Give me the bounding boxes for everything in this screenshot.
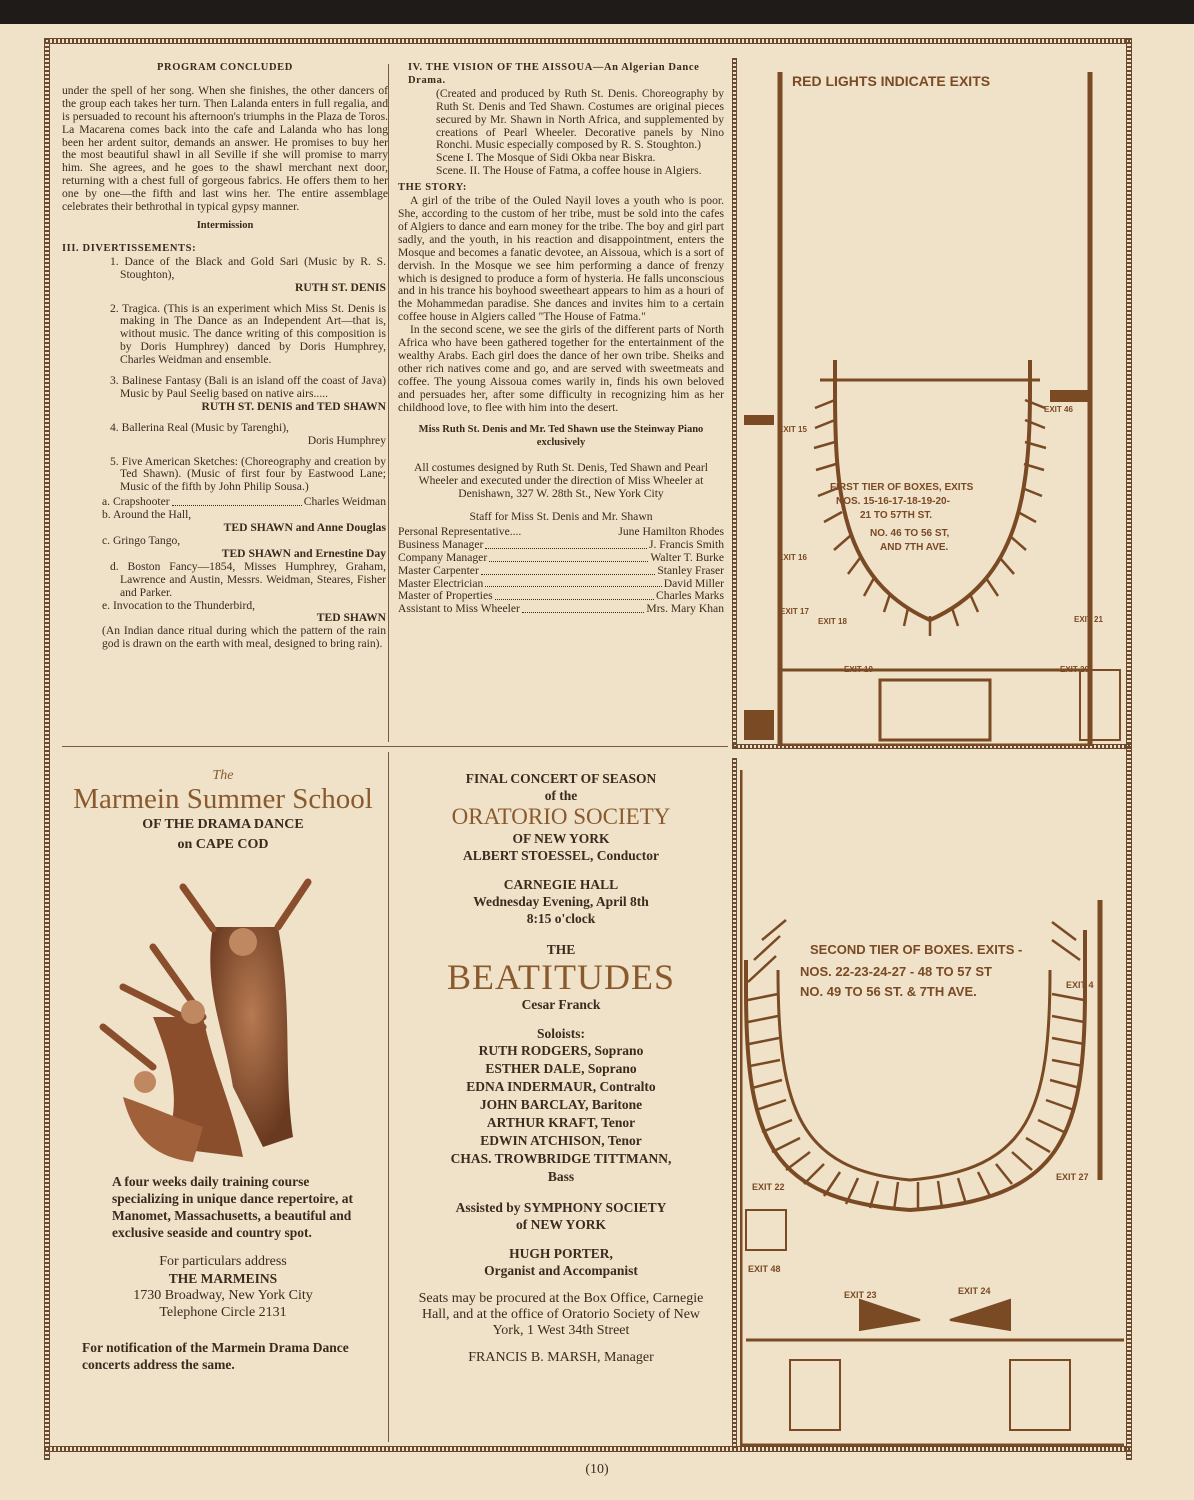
exit-label: EXIT 20: [1060, 665, 1089, 674]
soloist: CHAS. TROWBRIDGE TITTMANN,: [450, 1151, 672, 1166]
second-tier-label: SECOND TIER OF BOXES. EXITS -: [810, 942, 1023, 957]
vision-heading: IV. THE VISION OF THE AISSOUA—An Algerian Dance Drama.: [408, 62, 700, 86]
staff-row: Personal Representative.... June Hamilton Rhodes: [398, 524, 724, 538]
first-tier-no46: NO. 46 TO 56 ST,: [870, 528, 950, 539]
vision-column: [398, 62, 724, 616]
exit-label: EXIT 22: [752, 1182, 785, 1192]
exit-label: EXIT 17: [780, 607, 809, 616]
oratorio-manager: FRANCIS B. MARSH, Manager: [468, 1350, 654, 1365]
first-tier-ave: AND 7TH AVE.: [880, 542, 949, 553]
marmein-phone: Telephone Circle 2131: [159, 1304, 287, 1320]
marmein-address: 1730 Broadway, New York City: [133, 1287, 313, 1303]
soloist: ARTHUR KRAFT, Tenor: [486, 1115, 636, 1130]
exit-label: EXIT 48: [748, 1264, 781, 1274]
first-tier-floor-plan: [740, 60, 1124, 746]
first-tier-street: 21 TO 57TH ST.: [860, 510, 933, 521]
divertissements-heading: III. DIVERTISSEMENTS:: [62, 242, 197, 254]
exit-label: EXIT 19: [844, 665, 873, 674]
first-tier-label: FIRST TIER OF BOXES, EXITS: [830, 482, 974, 493]
border-right: [1126, 38, 1132, 1460]
oratorio-ad: [396, 770, 726, 1366]
marmein-title: Marmein Summer School: [73, 782, 373, 815]
marmein-sub2: on CAPE COD: [177, 836, 269, 852]
staff-row: Master Electrician David Miller: [398, 576, 724, 590]
oratorio-ny: OF NEW YORK: [512, 831, 610, 846]
intermission-label: Intermission: [196, 219, 254, 231]
column-rule-lower: [388, 752, 389, 1442]
exit-label: EXIT 16: [778, 553, 807, 562]
oratorio-seats: Seats may be procured at the Box Office, Carnegie Hall, and at the office of Oratorio Society of New York, 1 West 34th Street: [418, 1291, 704, 1338]
exits-title: RED LIGHTS INDICATE EXITS: [792, 73, 991, 89]
oratorio-organist: HUGH PORTER,: [509, 1246, 613, 1261]
border-divider-lower: [732, 758, 737, 1448]
div-item-5: 5. Five American Sketches: (Choreography and creation by Ted Shawn). (Music of first four by Eastwood Lane; Music of the fifth by John Philip Sousa.): [110, 454, 386, 494]
dancers-illustration: [93, 867, 353, 1167]
soloist: EDNA INDERMAUR, Contralto: [466, 1079, 656, 1094]
sketch-d: d. Boston Fancy—1854, Misses Humphrey, Graham, Lawrence and Austin, Messrs. Weidman, Steares, Fisher and Parker.: [110, 559, 386, 599]
exit-label: EXIT 15: [778, 425, 807, 434]
column-rule-upper: [388, 64, 389, 742]
marmein-name: THE MARMEINS: [168, 1270, 278, 1286]
border-bottom: [44, 1446, 1132, 1452]
staff-heading: Staff for Miss St. Denis and Mr. Shawn: [469, 510, 653, 523]
exit-label: EXIT 4: [1066, 980, 1094, 990]
oratorio-assisted2: of NEW YORK: [515, 1217, 606, 1232]
first-tier-nos: NOS. 15-16-17-18-19-20-: [836, 496, 950, 507]
horizontal-rule: [62, 746, 728, 747]
div-item-3-performer: RUTH ST. DENIS and TED SHAWN: [201, 399, 386, 413]
staff-row: Master of Properties Charles Marks: [398, 589, 724, 603]
second-tier-floor-plan: [740, 760, 1124, 1446]
exit-label: EXIT 18: [818, 617, 847, 626]
oratorio-work: BEATITUDES: [447, 957, 675, 997]
oratorio-assisted: Assisted by SYMPHONY SOCIETY: [455, 1200, 667, 1215]
border-divider-upper: [732, 58, 737, 748]
soloist: JOHN BARCLAY, Baritone: [479, 1097, 643, 1112]
marmein-particulars: For particulars address: [159, 1253, 287, 1269]
sketch-e: e. Invocation to the Thunderbird,: [102, 598, 256, 612]
steinway-note: Miss Ruth St. Denis and Mr. Ted Shawn use the Steinway Piano exclusively: [418, 424, 704, 449]
oratorio-date: Wednesday Evening, April 8th: [473, 894, 649, 909]
soloist: EDWIN ATCHISON, Tenor: [480, 1133, 642, 1148]
sketch-b-who: TED SHAWN and Anne Douglas: [223, 521, 386, 535]
oratorio-conductor: ALBERT STOESSEL, Conductor: [463, 848, 659, 863]
marmein-ad: [62, 770, 384, 1373]
story-heading: THE STORY:: [398, 182, 467, 194]
staff-row: Business Manager J. Francis Smith: [398, 537, 724, 551]
border-top: [44, 38, 1132, 44]
marmein-sub1: OF THE DRAMA DANCE: [142, 816, 304, 832]
program-column: [62, 62, 388, 651]
page-number: (10): [585, 1462, 609, 1477]
border-left: [44, 38, 50, 1460]
soloist: ESTHER DALE, Soprano: [485, 1061, 637, 1076]
div-item-4: 4. Ballerina Real (Music by Tarenghi),: [110, 420, 289, 434]
exit-label: EXIT 24: [958, 1286, 991, 1296]
staff-row: Company Manager Walter T. Burke: [398, 550, 724, 564]
soloist: RUTH RODGERS, Soprano: [478, 1043, 644, 1058]
second-tier-plan-svg: [740, 760, 1124, 1446]
div-item-1-performer: RUTH ST. DENIS: [295, 280, 386, 294]
oratorio-time: 8:15 o'clock: [526, 911, 596, 926]
oratorio-society: ORATORIO SOCIETY: [451, 804, 671, 829]
oratorio-organist-role: Organist and Accompanist: [484, 1263, 638, 1278]
div-item-4-performer: Doris Humphrey: [307, 433, 386, 447]
second-tier-nos: NOS. 22-23-24-27 - 48 TO 57 ST: [800, 964, 992, 979]
sketch-e-who: TED SHAWN: [316, 611, 386, 625]
div-item-3: 3. Balinese Fantasy (Bali is an island off the coast of Java) Music by Paul Seelig based on native airs.....: [110, 374, 386, 400]
sketch-b: b. Around the Hall,: [102, 508, 192, 522]
vision-scene-2: Scene. II. The House of Fatma, a coffee house in Algiers.: [436, 164, 702, 178]
marmein-notify: For notification of the Marmein Drama Dance concerts address the same.: [82, 1339, 349, 1372]
marmein-description: A four weeks daily training course specializing in unique dance repertoire, at Manomet, Massachusetts, a beautiful and exclusive seaside and country spot.: [112, 1173, 353, 1240]
oratorio-line2: of the: [544, 788, 578, 803]
oratorio-hall: CARNEGIE HALL: [503, 877, 619, 892]
program-heading: PROGRAM CONCLUDED: [157, 62, 293, 73]
costumes-note: All costumes designed by Ruth St. Denis, Ted Shawn and Pearl Wheeler and executed under the direction of Miss Wheeler at Denishawn, 327 W. 28th St., New York City: [414, 461, 708, 501]
div-item-2: 2. Tragica. (This is an experiment which Miss St. Denis is making in The Dance as an Independent Art—that is, without music. The dance writing of this composition is by Doris Humphrey) danced by Doris Humphrey, Charles Weidman and ensemble.: [110, 301, 386, 367]
staff-row: Master Carpenter Stanley Fraser: [398, 563, 724, 577]
story-part-2: In the second scene, we see the girls of the different parts of North Africa who have been gathered together for the entertainment of the wealthy Arabs. Each girl does the dance of her own tribe. Sheiks and other rich natives come and go, and are served with sweetmeats and coffee. The young Aissoua comes warily in, finds his own beloved and persuades her, after some difficulty in recognizing him as her childhood love, to flee with him into the desert.: [398, 323, 724, 414]
program-intro: under the spell of her song. When she finishes, the other dancers of the group each takes her turn. Then Lalanda enters in full regalia, and is persuaded to recount his afternoon's triumphs in the Plaza de Toros. La Macarena comes back into the cafe and Lalanda who has long been her ardent suitor, demands an answer. He promises to buy her the most beautiful shawl in all Seville if she will promise to marry him. She agrees, and he goes to the shawl merchant next door, returning with a chest full of gorgeous fabrics. He offers them to her one by one—the fifth and last wins her. The entire assemblage celebrates their bethrothal in typical gypsy manner.: [62, 83, 388, 214]
marmein-the: The: [212, 768, 234, 783]
story-part-1: A girl of the tribe of the Ouled Nayil loves a youth who is poor. She, according to the custom of her tribe, must be sold into the cafes of Algiers to dance and earn money for the tribe. The boy and girl part sadly, and the youth, in his reaction and disappointment, enters the Mosque and becomes a fanatic devotee, an Aissoua, which is a sort of dervish. In the Mosque we see him performing a dance of frenzy which is designed to produce a form of hysteria. He falls unconscious and in his trance his boyhood sweetheart appears to him as a houri of the Mohammedan paradise. She dances and invites him to a certain coffee house in Algiers called "The House of Fatma.": [398, 194, 724, 324]
soloist-bass: Bass: [547, 1169, 575, 1184]
oratorio-the: THE: [546, 942, 576, 957]
soloists-heading: Soloists:: [536, 1026, 585, 1041]
sketch-a: a. Crapshooter Charles Weidman: [102, 495, 386, 509]
program-closing: (An Indian dance ritual during which the pattern of the rain god is drawn on the earth with meal, designed to bring rain).: [102, 624, 386, 651]
div-item-1: 1. Dance of the Black and Gold Sari (Music by R. S. Stoughton),: [110, 254, 386, 281]
sketch-c: c. Gringo Tango,: [102, 534, 181, 547]
exit-label: EXIT 21: [1074, 615, 1103, 624]
vision-credits: (Created and produced by Ruth St. Denis. Choreography by Ruth St. Denis and Ted Shawn. Costumes are original pieces secured by Mr. Shawn in North Africa, and supplemented by creations of Pearl Wheeler. Decorative panels by Nino Ronchi. Music especially composed by R. S. Stoughton.): [436, 86, 724, 152]
vision-scene-1: Scene I. The Mosque of Sidi Okba near Biskra.: [436, 151, 656, 165]
oratorio-composer: Cesar Franck: [521, 997, 601, 1012]
second-tier-street: NO. 49 TO 56 ST. & 7TH AVE.: [800, 984, 977, 999]
oratorio-line1: FINAL CONCERT OF SEASON: [465, 771, 657, 786]
exit-label: EXIT 46: [1044, 405, 1073, 414]
exit-label: EXIT 23: [844, 1290, 877, 1300]
sketch-c-who: TED SHAWN and Ernestine Day: [221, 546, 386, 560]
page-top-edge: [0, 0, 1194, 24]
first-tier-plan-svg: [740, 60, 1124, 746]
staff-row: Assistant to Miss Wheeler Mrs. Mary Khan: [398, 602, 724, 616]
exit-label: EXIT 27: [1056, 1172, 1089, 1182]
